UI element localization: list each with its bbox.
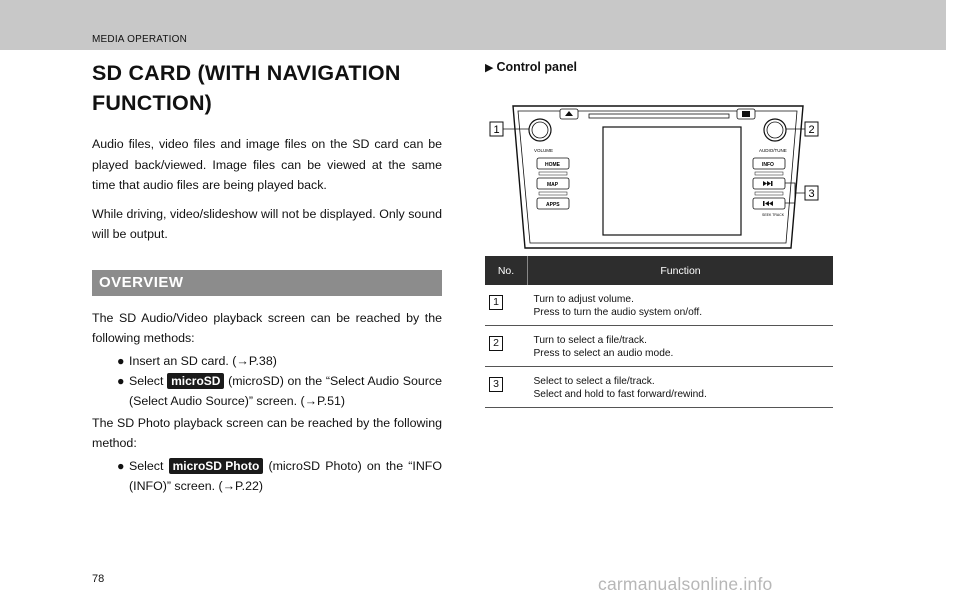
page-title-line2: FUNCTION): [92, 91, 213, 115]
column-header-function: Function: [528, 256, 834, 285]
row-number: 2: [489, 336, 503, 351]
volume-label: VOLUME: [534, 148, 554, 153]
row-number: 1: [489, 295, 503, 310]
map-button-label: MAP: [547, 182, 559, 188]
function-line: Press to select an audio mode.: [533, 348, 674, 359]
section-header: MEDIA OPERATION: [92, 34, 188, 45]
seek-track-label: SEEK TRACK: [762, 213, 785, 217]
control-panel-illustration: [485, 98, 835, 268]
list-item: ● Select microSD (microSD) on the “Select Audio Source (Select Audio Source)” screen. (→P.51): [92, 371, 442, 411]
right-column: [485, 58, 835, 400]
apps-button-label: APPS: [546, 202, 560, 208]
bullet-icon: ●: [117, 373, 125, 388]
column-header-no: No.: [485, 256, 528, 285]
photo-method-list: [92, 456, 442, 496]
callout-2: 2: [808, 124, 815, 136]
microsd-photo-badge: microSD Photo: [169, 458, 264, 474]
triangle-icon: ▶: [485, 62, 494, 74]
left-column: [92, 58, 442, 496]
home-button-label: HOME: [545, 162, 560, 168]
list-item: ● Insert an SD card. (→P.38): [92, 351, 442, 371]
photo-playback-paragraph: The SD Photo playback screen can be reached by the following method:: [92, 415, 442, 450]
av-playback-paragraph: The SD Audio/Video playback screen can be reached by the following methods:: [92, 310, 442, 345]
page-number: 78: [92, 573, 105, 585]
microsd-badge: microSD: [167, 373, 224, 389]
driving-note: While driving, video/slideshow will not be displayed. Only sound will be output.: [92, 206, 442, 241]
overview-heading: OVERVIEW: [92, 270, 442, 296]
callout-3: 3: [808, 188, 815, 200]
table-row: [485, 367, 833, 408]
av-method-list: [92, 351, 442, 411]
table-row: [485, 285, 833, 326]
function-line: Select and hold to fast forward/rewind.: [533, 389, 707, 400]
table-row: [485, 326, 833, 367]
bullet-icon: ●: [117, 458, 125, 473]
control-panel-heading: ▶ Control panel: [485, 60, 578, 74]
page-title-line1: SD CARD (WITH NAVIGATION: [92, 61, 401, 85]
info-button-label: INFO: [762, 162, 774, 168]
audio-tune-label: AUDIO/TUNE: [759, 148, 787, 153]
row-number: 3: [489, 377, 503, 392]
function-line: Turn to select a file/track.: [533, 335, 647, 346]
function-line: Select to select a file/track.: [533, 376, 655, 387]
page-title: [92, 58, 442, 118]
function-table: [485, 256, 833, 408]
function-line: Turn to adjust volume.: [533, 294, 634, 305]
intro-paragraph: Audio files, video files and image files on the SD card can be played back/viewed. Image files can be viewed at the same time that audio files are being played back.: [92, 137, 442, 192]
bullet-icon: ●: [117, 353, 125, 368]
function-line: Press to turn the audio system on/off.: [533, 307, 703, 318]
control-panel-diagram: [485, 98, 835, 268]
list-item: ● Select microSD Photo (microSD Photo) on the “INFO (INFO)” screen. (→P.22): [92, 456, 442, 496]
watermark: carmanualsonline.info: [598, 574, 773, 594]
callout-1: 1: [493, 124, 500, 136]
